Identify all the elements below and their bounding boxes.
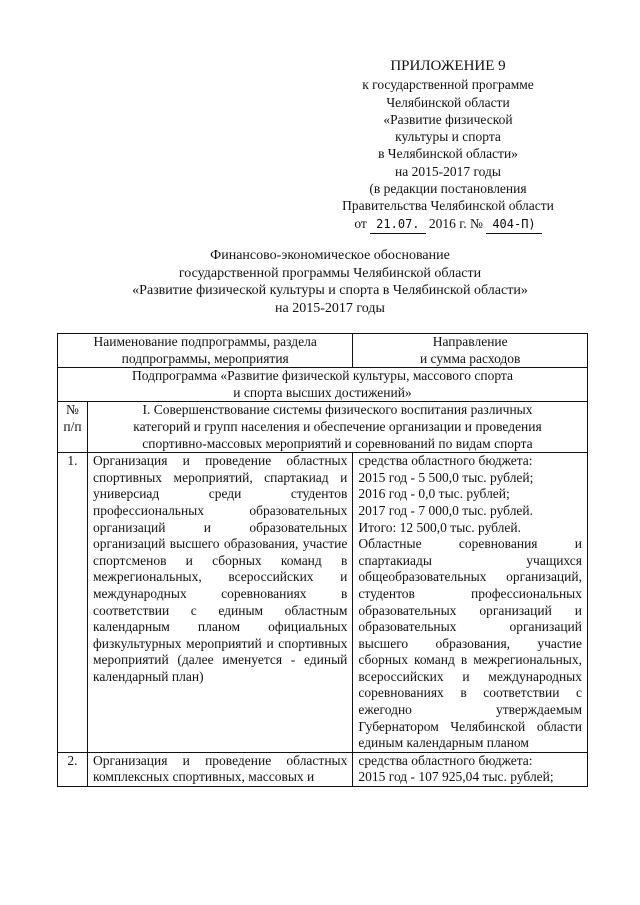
funding-line: Итого: 12 500,0 тыс. рублей. <box>358 519 522 535</box>
funding-line: 2015 год - 107 925,04 тыс. рублей; <box>358 769 554 785</box>
header-left-cell <box>58 334 353 368</box>
funding-line: 2017 год - 7 000,0 тыс. рублей. <box>358 502 534 518</box>
row-number: 1. <box>58 453 88 753</box>
year-text: 2016 г. № <box>428 215 483 231</box>
header-right-cell <box>353 334 588 368</box>
appendix-line: (в редакции постановления <box>369 181 527 197</box>
funding-line: средства областного бюджета: <box>358 453 533 469</box>
date-prefix: от <box>354 215 367 231</box>
funding-line: 2015 год - 5 500,0 тыс. рублей; <box>358 469 534 485</box>
funding-cell <box>353 752 588 786</box>
appendix-line: Правительства Челябинской области <box>342 198 554 214</box>
handwritten-number: 404-П) <box>486 216 541 234</box>
subprogram-cell <box>58 368 588 402</box>
num-header-cell <box>58 402 88 453</box>
title-line: «Развитие физической культуры и спорта в Челябинской области» <box>132 283 528 298</box>
table-row <box>58 453 588 753</box>
table-header-row <box>58 334 588 368</box>
subprogram-line: Подпрограмма «Развитие физической культуры, массового спорта <box>132 368 513 384</box>
title-line: на 2015-2017 годы <box>275 300 385 316</box>
appendix-date-line <box>318 215 578 234</box>
num-header-line: п/п <box>63 418 82 434</box>
num-header-line: № <box>66 402 79 418</box>
subprogram-row <box>58 368 588 402</box>
title-line: государственной программы Челябинской области <box>178 265 482 281</box>
section-row <box>58 402 588 453</box>
header-right-line: и сумма расходов <box>419 350 521 366</box>
header-left-line: Наименование подпрограммы, раздела <box>93 334 317 349</box>
appendix-line: «Развитие физической <box>383 111 513 127</box>
appendix-block <box>318 58 578 234</box>
appendix-heading: ПРИЛОЖЕНИЕ 9 <box>390 58 506 74</box>
funding-cell <box>353 453 588 753</box>
row-number: 2. <box>58 752 88 786</box>
header-left-line: подпрограммы, мероприятия <box>121 350 289 366</box>
section-title-cell: I. Совершенствование системы физического воспитания различных категорий и групп населения и обеспечение организации и проведения спортивно-массовых мероприятий и соревнований по видам спорта <box>87 402 587 453</box>
header-right-line: Направление <box>432 334 508 349</box>
appendix-line: культуры и спорта <box>395 129 501 145</box>
appendix-line: в Челябинской области» <box>378 146 518 162</box>
appendix-line: Челябинской области <box>386 94 510 110</box>
title-line: Финансово-экономическое обоснование <box>210 248 450 263</box>
subprogram-line: и спорта высших достижений» <box>233 384 412 400</box>
table-row <box>58 752 588 786</box>
funding-line: средства областного бюджета: <box>358 752 533 768</box>
appendix-line: на 2015-2017 годы <box>395 163 501 179</box>
handwritten-date: 21.07. <box>370 216 425 234</box>
activity-name: Организация и проведение областных спортивных мероприятий, спартакиад и универсиад среди студентов профессиональных образовательных организаций и образовательных организаций высшего образования, участие спортсменов и сборных команд в межрегиональных, всероссийских и международных соревнованиях в соответствии с единым областным календарным планом официальных физкультурных мероприятий и спортивных мероприятий (далее именуется - единый календарный план) <box>87 453 352 753</box>
document-title <box>60 247 600 317</box>
appendix-line: к государственной программе <box>362 77 534 93</box>
funding-line: 2016 год - 0,0 тыс. рублей; <box>358 486 510 502</box>
activity-name: Организация и проведение областных комплексных спортивных, массовых и <box>87 752 352 786</box>
funding-description: Областные соревнования и спартакиады учащихся общеобразовательных организаций, студентов профессиональных образовательных организаций и образовательных организаций высшего образования, участие сборных команд в межрегиональных, всероссийских и международных соревнованиях в соответствии с ежегодно утверждаемым Губернатором Челябинской области единым календарным планом <box>358 536 582 751</box>
financial-table <box>57 333 588 787</box>
